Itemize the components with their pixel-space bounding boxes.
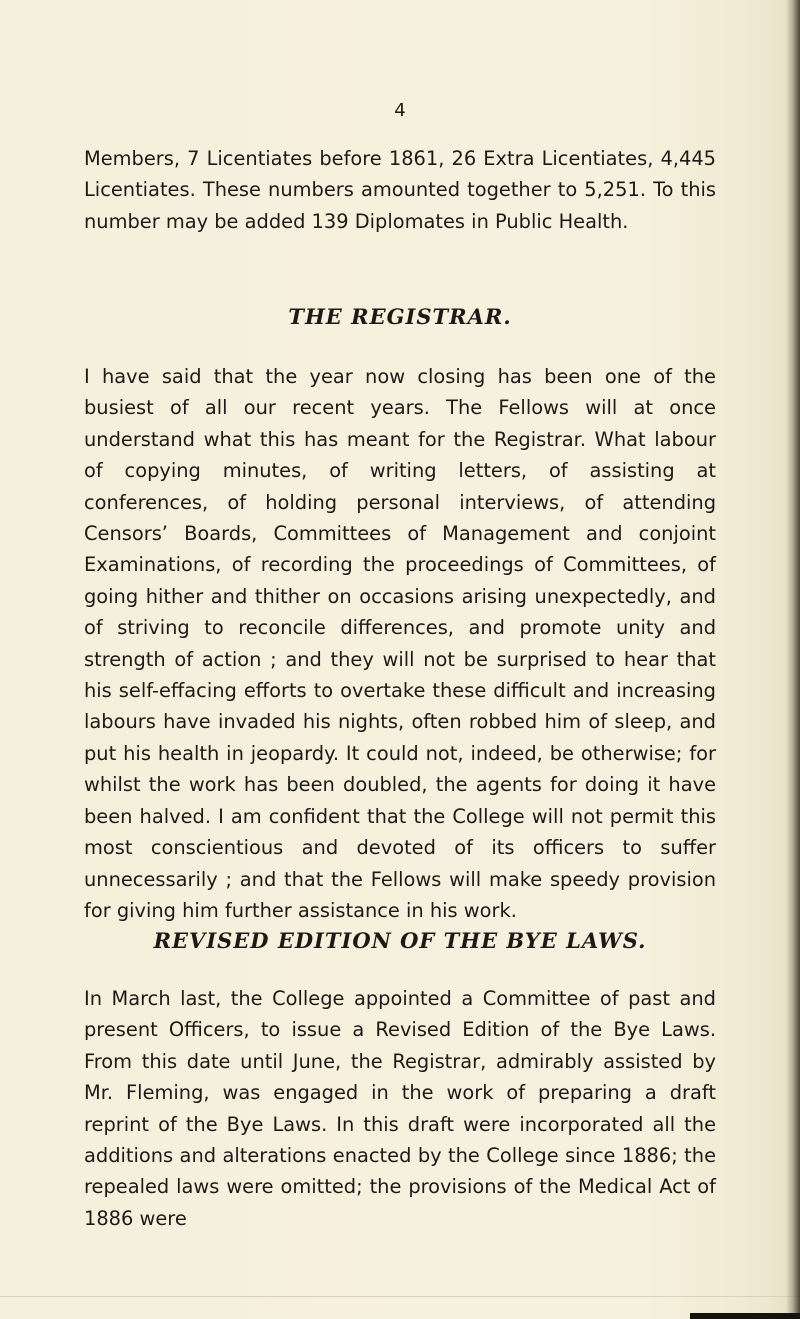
paragraph-licentiates: Members, 7 Licentiates before 1861, 26 Extra Licentiates, 4,445 Licentiates. These numbers amounted together to 5,251. To this number may be added 139 Diplomates in Public Health. [84,147,716,233]
page-number: 4 [394,100,406,121]
paragraph-bye-laws: In March last, the College appointed a Committee of past and present Officers, to issue a Revised Edition of the Bye Laws. From this date until June, the Registrar, admirably assisted by Mr. Fleming, was engaged in the work of preparing a draft reprint of the Bye Laws. In this draft were incorporated all the additions and alterations enacted by the College since 1886; the repealed laws were omitted; the provisions of the Medical Act of 1886 were [84,987,716,1230]
page-corner-shadow [690,1313,800,1319]
paragraph-registrar: I have said that the year now closing has been one of the busiest of all our recent years. The Fellows will at once understand what this has meant for the Registrar. What labour of copying minutes, of writing letters, of assisting at conferences, of holding personal interviews, of attending Censors’ Boards, Committees of Management and conjoint Examinations, of recording the proceedings of Committees, of going hither and thither on occasions arising unexpectedly, and of striving to reconcile differences, and promote unity and strength of action ; and they will not be surprised to hear that his self-effacing efforts to overtake these difficult and increasing labours have invaded his nights, often robbed him of sleep, and put his health in jeopardy. It could not, indeed, be otherwise; for whilst the work has been doubled, the agents for doing it have been halved. I am confident that the College will not permit this most conscientious and devoted of its officers to suffer unnecessarily ; and that the Fellows will make speedy provision for giving him further assistance in his work. [84,365,716,922]
page-fold-line [0,1296,800,1297]
section-heading-registrar: THE REGISTRAR. [288,304,512,329]
section-heading-bye-laws: REVISED EDITION OF THE BYE LAWS. [153,928,647,953]
page-edge-shadow [786,0,800,1319]
